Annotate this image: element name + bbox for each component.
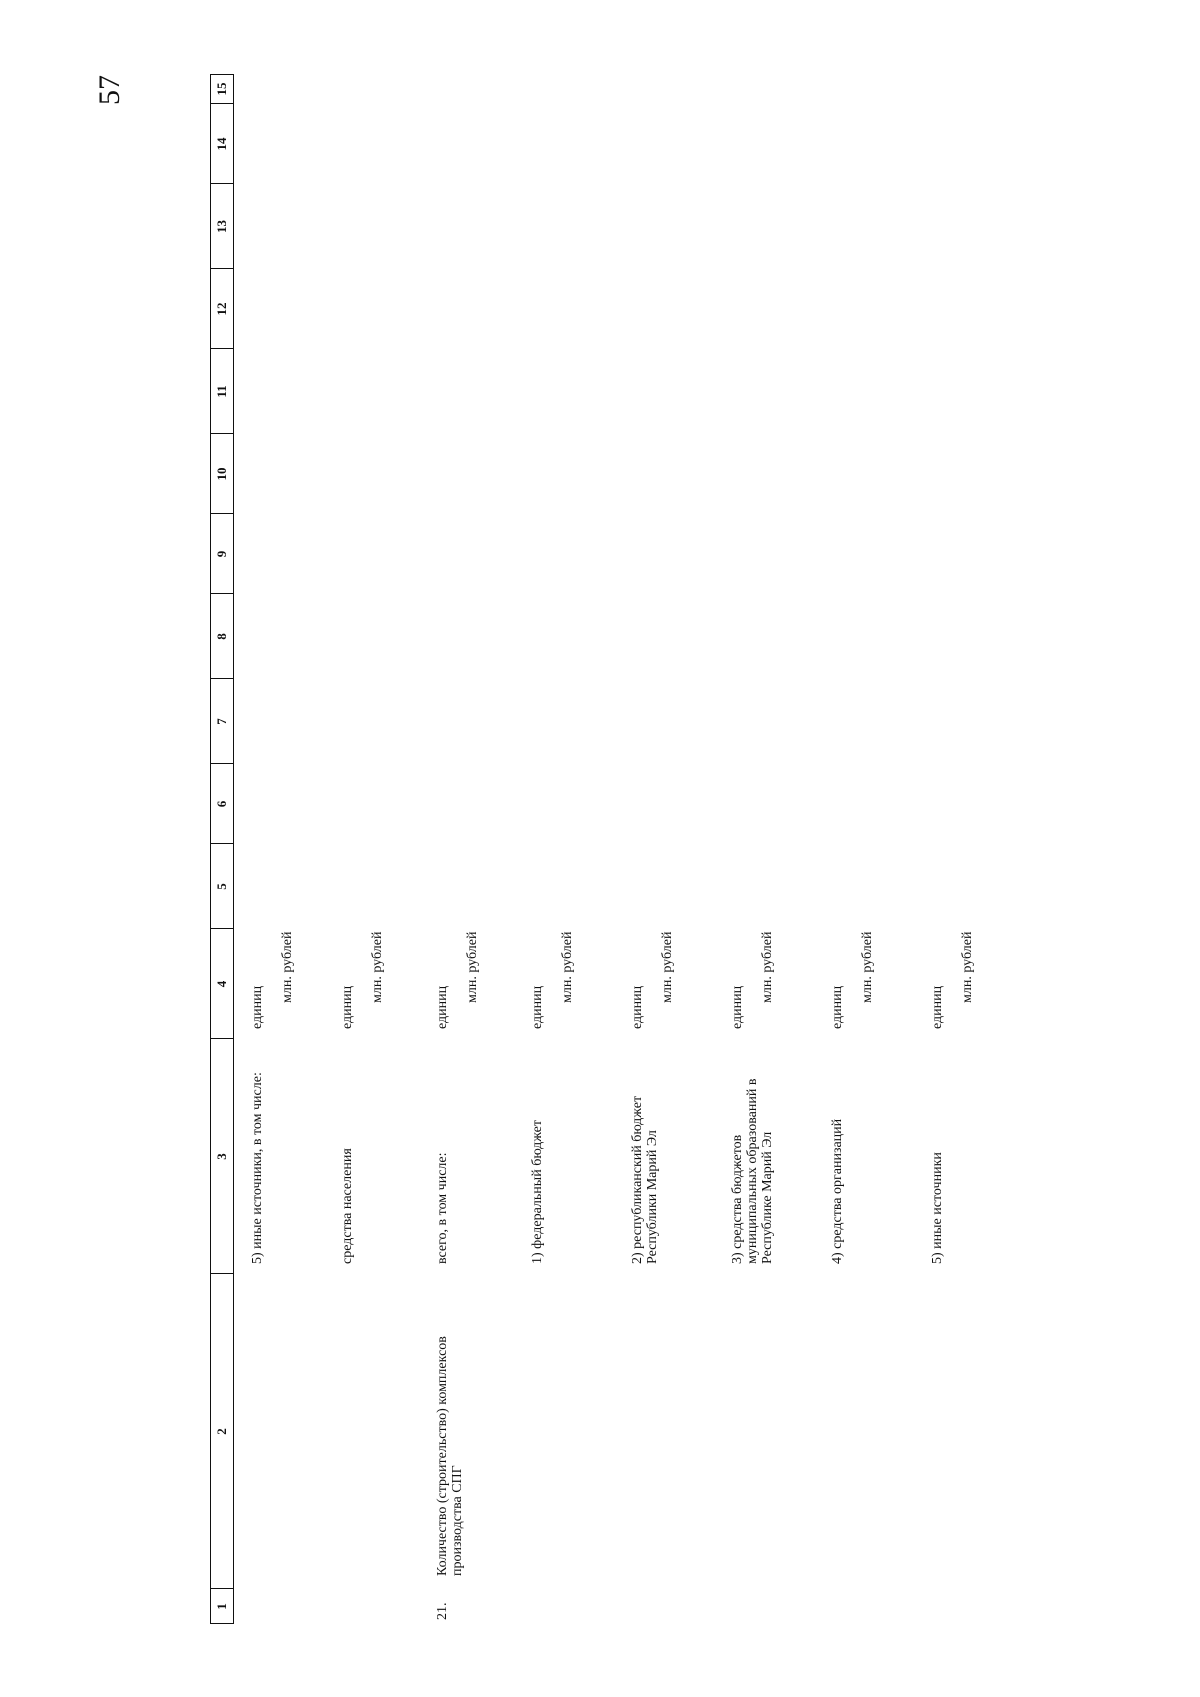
column-header-2: 2 bbox=[214, 1428, 229, 1435]
column-separator bbox=[210, 1038, 233, 1039]
table-right-edge bbox=[210, 74, 233, 75]
column-separator bbox=[210, 593, 233, 594]
column-separator bbox=[210, 513, 233, 514]
unit-label: единиц bbox=[340, 985, 355, 1029]
column-separator bbox=[210, 1273, 233, 1274]
unit-label: млн. рублей bbox=[560, 931, 575, 1003]
unit-label: единиц bbox=[730, 985, 745, 1029]
column-header-7: 7 bbox=[214, 718, 229, 725]
page-number: 57 bbox=[93, 75, 126, 105]
unit-label: млн. рублей bbox=[660, 931, 675, 1003]
column-header-12: 12 bbox=[214, 302, 229, 316]
unit-label: млн. рублей bbox=[280, 931, 295, 1003]
column-separator bbox=[210, 183, 233, 184]
column-separator bbox=[210, 103, 233, 104]
funding-source: всего, в том числе: bbox=[435, 1152, 450, 1264]
column-separator bbox=[210, 763, 233, 764]
funding-source: 5) иные источники bbox=[930, 1152, 945, 1264]
unit-label: единиц bbox=[830, 985, 845, 1029]
column-header-5: 5 bbox=[214, 883, 229, 890]
funding-source: 4) средства организаций bbox=[830, 1118, 845, 1264]
column-header-14: 14 bbox=[214, 137, 229, 151]
column-header-1: 1 bbox=[214, 1603, 229, 1610]
funding-source: 3) средства бюджетов муниципальных образований в Республике Марий Эл bbox=[730, 1078, 775, 1264]
unit-label: млн. рублей bbox=[465, 931, 480, 1003]
column-header-13: 13 bbox=[214, 220, 229, 233]
column-separator bbox=[210, 678, 233, 679]
column-header-10: 10 bbox=[214, 467, 229, 481]
column-separator bbox=[210, 348, 233, 349]
column-header-15: 15 bbox=[214, 82, 229, 96]
column-header-9: 9 bbox=[214, 550, 229, 558]
unit-label: млн. рублей bbox=[760, 931, 775, 1003]
column-separator bbox=[210, 1588, 233, 1589]
column-header-6: 6 bbox=[214, 800, 229, 808]
column-separator bbox=[210, 268, 233, 269]
column-header-11: 11 bbox=[214, 385, 229, 398]
column-number-row bbox=[210, 74, 233, 1624]
column-separator bbox=[210, 433, 233, 434]
unit-label: млн. рублей bbox=[860, 931, 875, 1003]
unit-label: единиц bbox=[250, 985, 265, 1029]
funding-source: 2) республиканский бюджет Республики Марий Эл bbox=[630, 1095, 660, 1264]
unit-label: единиц bbox=[530, 985, 545, 1029]
column-header-4: 4 bbox=[214, 980, 229, 988]
indicator-name: Количество (строительство) комплексов производства СПГ bbox=[435, 1336, 465, 1576]
column-separator bbox=[210, 843, 233, 844]
header-bottom-border bbox=[233, 74, 234, 1624]
funding-source: средства населения bbox=[340, 1148, 355, 1264]
column-separator bbox=[210, 928, 233, 929]
unit-label: единиц bbox=[435, 985, 450, 1029]
column-header-3: 3 bbox=[214, 1153, 229, 1160]
unit-label: единиц bbox=[930, 985, 945, 1029]
row-number: 21. bbox=[435, 1602, 450, 1620]
unit-label: единиц bbox=[630, 985, 645, 1029]
column-header-8: 8 bbox=[214, 633, 229, 640]
data-table bbox=[210, 74, 1160, 1624]
unit-label: млн. рублей bbox=[370, 931, 385, 1003]
table-left-edge bbox=[210, 1623, 233, 1624]
funding-source: 1) федеральный бюджет bbox=[530, 1119, 545, 1264]
unit-label: млн. рублей bbox=[960, 931, 975, 1003]
funding-source: 5) иные источники, в том числе: bbox=[250, 1072, 265, 1264]
